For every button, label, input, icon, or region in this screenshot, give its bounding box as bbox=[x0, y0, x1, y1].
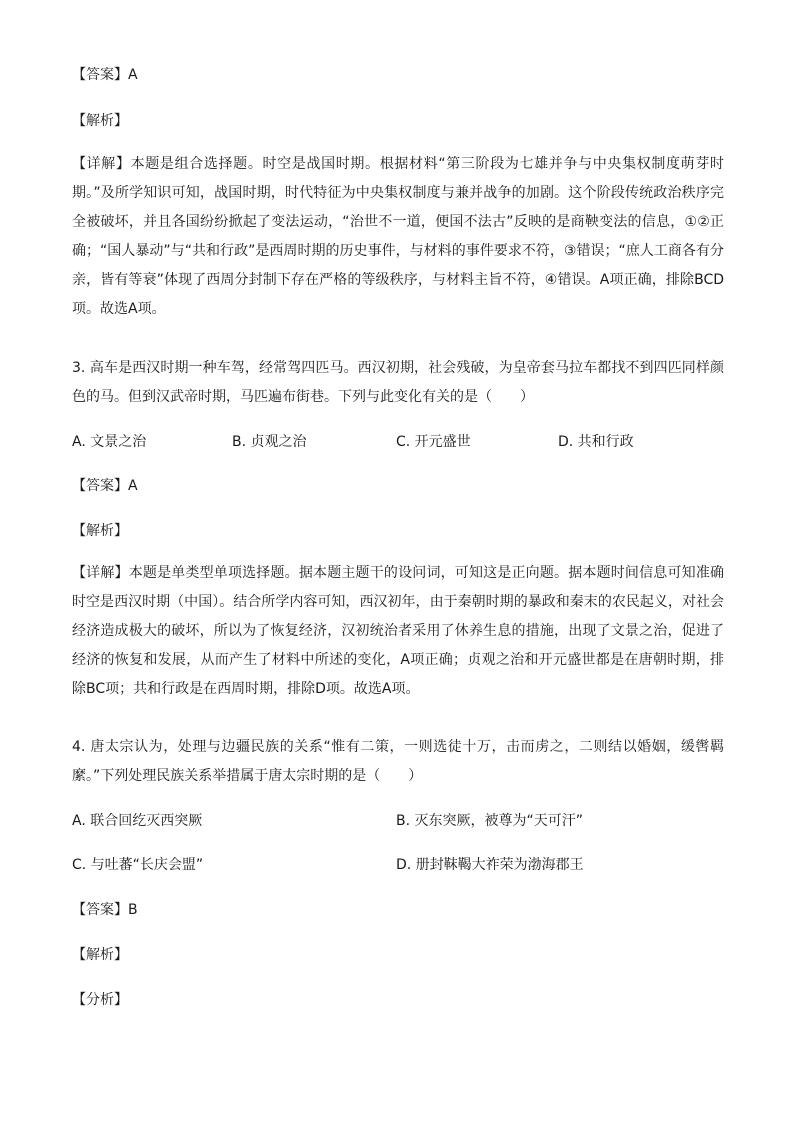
q3-analysis-label: 【解析】 bbox=[72, 523, 128, 539]
q4-option-a: A. 联合回纥灭西突厥 bbox=[72, 813, 203, 829]
q3-option-a: A. 文景之治 bbox=[72, 434, 147, 450]
q3-answer: 【答案】A bbox=[72, 478, 138, 494]
q4-answer: 【答案】B bbox=[72, 902, 138, 918]
q4-stem: 4. 唐太宗认为，处理与边疆民族的关系“惟有二策，一则选徒十万，击而虏之，二则结以婚姻，缓辔羁縻。”下列处理民族关系举措属于唐太宗时期的是（ ） bbox=[72, 739, 724, 784]
q2-analysis-label: 【解析】 bbox=[72, 113, 128, 129]
q3-option-b: B. 贞观之治 bbox=[232, 434, 307, 450]
q4-option-c: C. 与吐蕃“长庆会盟” bbox=[72, 857, 204, 873]
q3-stem: 3. 高车是西汉时期一种车驾，经常驾四匹马。西汉初期，社会残破，为皇帝套马拉车都找不到四匹同样颜色的马。但到汉武帝时期，马匹遍布街巷。下列与此变化有关的是（ ） bbox=[72, 360, 724, 405]
q2-detail: 【详解】本题是组合选择题。时空是战国时期。根据材料“第三阶段为七雄并争与中央集权制度萌芽时期。”及所学知识可知，战国时期，时代特征为中央集权制度与兼并战争的加剧。这个阶段传统政治秩序完全被破坏，并且各国纷纷掀起了变法运动，“治世不一道，便国不法古”反映的是商鞅变法的信息，①②正确；“国人暴动”与“共和行政”是西周时期的历史事件，与材料的事件要求不符，③错误；“庶人工商各有分亲，皆有等衰”体现了西周分封制下存在严格的等级秩序，与材料主旨不符，④错误。A项正确，排除BCD项。故选A项。 bbox=[72, 156, 724, 317]
q4-analysis-sub: 【分析】 bbox=[72, 992, 128, 1008]
q3-detail: 【详解】本题是单类型单项选择题。据本题主题干的设问词，可知这是正向题。据本题时间信息可知准确时空是西汉时期（中国）。结合所学内容可知，西汉初年，由于秦朝时期的暴政和秦末的农民起义，对社会经济造成极大的破坏，所以为了恢复经济，汉初统治者采用了休养生息的措施，出现了文景之治，促进了经济的恢复和发展，从而产生了材料中所述的变化，A项正确；贞观之治和开元盛世都是在唐朝时期，排除BC项；共和行政是在西周时期，排除D项。故选A项。 bbox=[72, 565, 724, 697]
q4-option-d: D. 册封靺鞨大祚荣为渤海郡王 bbox=[396, 857, 584, 873]
q4-analysis-label: 【解析】 bbox=[72, 947, 128, 963]
q3-option-c: C. 开元盛世 bbox=[396, 434, 471, 450]
q4-option-b: B. 灭东突厥，被尊为“天可汗” bbox=[396, 813, 584, 829]
q3-option-d: D. 共和行政 bbox=[558, 434, 634, 450]
q2-answer: 【答案】A bbox=[72, 67, 138, 83]
